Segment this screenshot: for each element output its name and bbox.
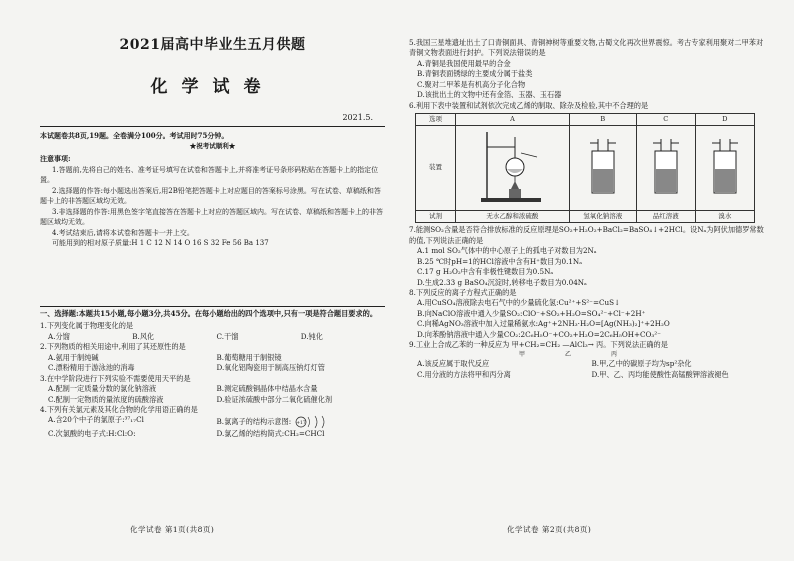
compound-label: 甲 <box>519 350 526 358</box>
compound-labels <box>409 351 766 360</box>
question-stem: 3.在中学阶段进行下列实验不需要使用天平的是 <box>40 373 191 383</box>
question-stem: 1.下列变化属于物理变化的是 <box>40 321 134 331</box>
flask-heating-apparatus-icon <box>477 127 547 205</box>
option-b: B.青铜表面锈绿的主要成分属于盐类 <box>417 69 533 79</box>
question-stem: 4.下列有关氯元素及其化合物的化学用语正确的是 <box>40 404 198 414</box>
option-a: A.氨用于制纯碱 <box>48 352 99 362</box>
reagent-cell: 氢氧化钠溶液 <box>569 210 636 222</box>
option-d: D.生成2.33 g BaSO₄沉淀时,转移电子数目为0.04Nₐ <box>417 277 587 287</box>
question-stem: 2.下列物质的相关用途中,利用了其还原性的是 <box>40 342 186 352</box>
option-d: D.该批出土的文物中还有金箔、玉器、玉石器 <box>417 90 562 100</box>
option-d: D.氯乙烯的结构简式:CH₂=CHCl <box>216 429 325 439</box>
compound-label: 乙 <box>565 350 572 358</box>
intro-block <box>40 131 385 249</box>
gas-washing-bottle-icon <box>586 135 620 197</box>
question-3 <box>40 374 385 405</box>
section1-title: 一、选择题:本题共15小题,每小题3分,共45分。在每小题给出的四个选项中,只有一项是符合题目要求的。 <box>40 309 378 318</box>
right-block <box>409 38 766 380</box>
option-d: D.甲、乙、丙均能使酸性高锰酸钾溶液褪色 <box>591 369 729 379</box>
subject-title: 化学试卷 <box>150 77 275 97</box>
table-header-cell: C <box>636 114 695 126</box>
table-header-cell: A <box>456 114 570 126</box>
option-b: B.25 ℃时pH=1的HCl溶液中含有H⁺数目为0.1Nₐ <box>417 256 582 266</box>
atomic-masses: 可能用到的相对原子质量:H 1 C 12 N 14 O 16 S 32 Fe 56 Ba 137 <box>52 239 269 248</box>
exam-summary: 本试题卷共8页,19题。全卷满分100分。考试用时75分钟。 <box>40 131 229 140</box>
question-7 <box>409 225 766 288</box>
right-page <box>397 0 794 561</box>
question-9 <box>409 340 766 380</box>
apparatus-c-cell <box>636 126 695 210</box>
question-6 <box>409 101 766 224</box>
option-c: C.漂粉精用于游泳池的消毒 <box>48 363 135 373</box>
note-item: 2.选择题的作答:每小题选出答案后,用2B铅笔把答题卡上对应题目的答案标号涂黑。写在试卷、草稿纸和答题卡上的非答题区域均无效。 <box>40 186 381 206</box>
option-b: B.风化 <box>132 331 155 341</box>
note-item: 3.非选择题的作答:用黑色签字笔直接答在答题卡上对应的答题区域内。写在试卷、草稿纸和答题卡上的非答题区域均无效。 <box>40 207 384 227</box>
option-b-wrapper <box>217 415 386 429</box>
option-a: A.该反应属于取代反应 <box>417 359 490 369</box>
question-2 <box>40 342 385 373</box>
exam-title: 2021届高中毕业生五月供题 <box>119 37 306 53</box>
option-a: A.用CuSO₄溶液除去电石气中的少量硫化氢:Cu²⁺+S²⁻=CuS↓ <box>417 298 621 308</box>
notes-title: 注意事项: <box>40 154 71 164</box>
option-a: A.配制一定质量分数的氯化钠溶液 <box>48 384 157 394</box>
option-b: B.测定硫酸铜晶体中结晶水含量 <box>216 384 318 394</box>
option-c: C.配制一定物质的量浓度的硫酸溶液 <box>48 394 164 404</box>
question-4 <box>40 405 385 440</box>
apparatus-table <box>415 113 755 223</box>
option-b: B.向NaClO溶液中通入少量SO₂:ClO⁻+SO₂+H₂O=SO₄²⁻+Cl⁻+2H⁺ <box>417 308 646 318</box>
option-b: B.葡萄糖用于制银镜 <box>216 352 282 362</box>
table-header-cell: B <box>569 114 636 126</box>
question-stem: 7.能测SO₂含量是否符合排放标准的反应原理是SO₂+H₂O₂+BaCl₂=BaSO₄↓+2HCl。设Nₐ为阿伏加德罗常数的值,下列说法正确的是 <box>409 225 764 245</box>
option-a: A.青铜是我国使用最早的合金 <box>417 58 511 68</box>
note-item: 1.答题前,先将自己的姓名、准考证号填写在试卷和答题卡上,并将准考证号条形码粘贴在答题卡上的指定位置。 <box>40 165 379 185</box>
table-header-cell: 选项 <box>416 114 456 126</box>
svg-text:+17: +17 <box>296 421 307 427</box>
exam-date: 2021.5. <box>342 113 373 122</box>
question-1 <box>40 321 385 342</box>
footer-right: 化学试卷 第2页(共8页) <box>507 525 592 534</box>
section-divider <box>40 306 385 307</box>
option-a: A.含20个中子的氯原子:³⁷₁₇Cl <box>48 415 144 425</box>
exam-wish: ★祝考试顺利★ <box>189 141 236 150</box>
gas-washing-bottle-icon <box>708 135 742 197</box>
option-d: D.验证浓硫酸中部分二氧化硫催化剂 <box>216 394 333 404</box>
table-header-cell: D <box>695 114 754 126</box>
apparatus-b-cell <box>569 126 636 210</box>
section1-block <box>40 309 385 440</box>
option-c: C.干馏 <box>216 331 239 341</box>
option-b: B.氯离子的结构示意图: <box>216 417 292 427</box>
question-stem: 8.下列反应的离子方程式正确的是 <box>409 287 517 297</box>
compound-label: 丙 <box>611 350 618 358</box>
question-8 <box>409 288 766 340</box>
question-stem: 6.利用下表中装置和试剂依次完成乙烯的制取、除杂及检验,其中不合理的是 <box>409 100 649 110</box>
apparatus-a-cell <box>456 126 570 210</box>
reagent-cell: 无水乙醇和浓硫酸 <box>456 210 570 222</box>
gas-washing-bottle-icon <box>649 135 683 197</box>
apparatus-d-cell <box>695 126 754 210</box>
table-row-label: 装置 <box>416 126 456 210</box>
option-d: D.向苯酚钠溶液中通入少量CO₂:2C₆H₅O⁻+CO₂+H₂O=2C₆H₅OH+CO₃²⁻ <box>417 329 661 339</box>
header-divider <box>40 126 385 127</box>
question-stem: 9.工业上合成乙苯的一种反应为 甲+CH₂=CH₂ —AlCl₃→ 丙。下列说法正确的是 <box>409 340 668 350</box>
option-d: D.钝化 <box>300 331 323 341</box>
table-row-label: 试剂 <box>416 210 456 222</box>
option-c: C.用分液的方法将甲和丙分离 <box>417 369 511 379</box>
option-c: C.聚对二甲苯是有机高分子化合物 <box>417 79 526 89</box>
question-stem: 5.我国三星堆遗址出土了口青铜面具、青铜神树等重要文物,古蜀文化再次世界震惊。考古专家利用聚对二甲苯对青铜文物表面进行封护。下列说法错误的是 <box>409 38 764 58</box>
option-a: A.分馏 <box>48 331 70 341</box>
option-b: B.甲,乙中的碳原子均为sp²杂化 <box>591 359 692 369</box>
question-5 <box>409 38 766 101</box>
option-c: C.向稀AgNO₃溶液中加入过量稀氨水:Ag⁺+2NH₃·H₂O=[Ag(NH₃)₂]⁺+2H₂O <box>417 319 670 329</box>
note-item: 4.考试结束后,请将本试卷和答题卡一并上交。 <box>52 228 194 237</box>
reagent-cell: 溴水 <box>695 210 754 222</box>
option-d: D.氧化铝陶瓷用于制高压钠灯灯管 <box>216 363 325 373</box>
chloride-ion-diagram-icon <box>293 415 333 429</box>
footer-left: 化学试卷 第1页(共8页) <box>130 525 215 534</box>
option-a: A.1 mol SO₂气体中的中心原子上的孤电子对数目为2Nₐ <box>417 246 597 256</box>
reagent-cell: 品红溶液 <box>636 210 695 222</box>
option-c: C.17 g H₂O₂中含有非极性键数目为0.5Nₐ <box>417 267 554 277</box>
option-c: C.次氯酸的电子式:H:Cl:O: <box>48 429 136 439</box>
